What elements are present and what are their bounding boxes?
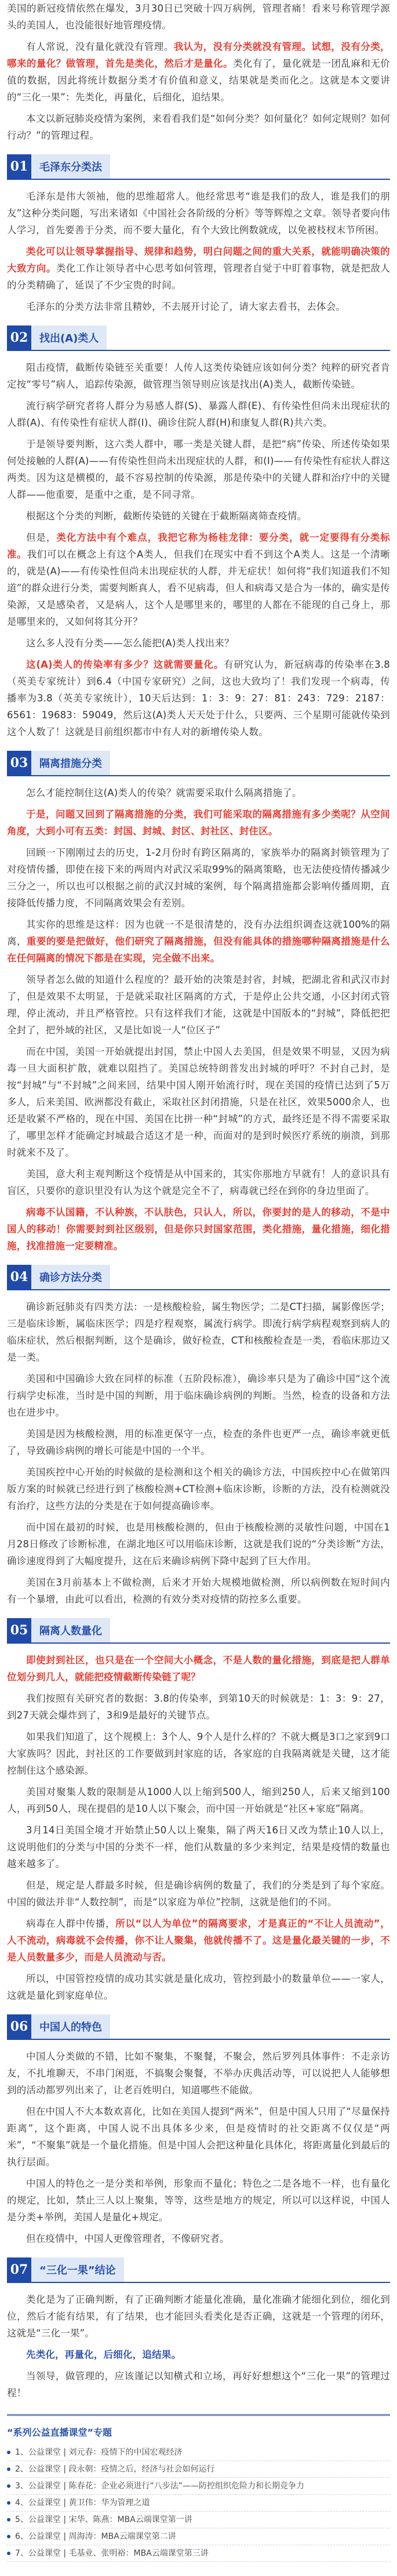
- section-number: 07: [7, 2257, 31, 2282]
- series-list: [7, 2444, 390, 2562]
- paragraph: 如果我们知道了，这个规模上：3个人、9个人是什么样的？不就大概是3口之家到9口大家族吗？因此，封社区的工作要做到封家庭的话，各家庭的自我隔离就是关键，这才能控制住这个感染源。: [7, 1731, 390, 1776]
- section-header: [7, 325, 390, 351]
- series-link[interactable]: 7、公益课堂 | 毛基业、张明裕：MBA云端课堂第三讲: [7, 2545, 390, 2562]
- paragraph: 这么多人没有分类——怎么能把(A)类人找出来？: [26, 638, 234, 649]
- section-number: 06: [7, 2014, 31, 2039]
- series-link[interactable]: 5、公益课堂 | 宋华、陈燕：MBA云端课堂第一讲: [7, 2512, 390, 2528]
- series-divider: [7, 2414, 390, 2422]
- section-header: [7, 154, 390, 180]
- paragraph: 中国人分类做的不错，比如不聚集，不聚餐，不聚会，然后罗列具体事件：不走亲访友，不扎堆聊天，不串门闲逛，不搞聚会聚餐，不举办庆典活动等，可以说把人人能够想到的活动都罗列出来了，让老百姓明白，知道哪些不能做。: [7, 2051, 390, 2096]
- paragraph: 但是，规定是人群最多时候，但是确诊病例的数量了，我们的分类是到了每个家庭。中国的做法并非“人数控制”，而是“以家庭为单位”控制，这就是他们的不同。: [7, 1880, 390, 1908]
- section-header: [7, 2257, 390, 2283]
- bullet-icon: [7, 2535, 10, 2538]
- bullet-icon: [7, 2451, 10, 2454]
- section-title: 中国人的特色: [31, 2014, 110, 2039]
- section-number: 04: [7, 1265, 31, 1289]
- series-link[interactable]: 1、公益课堂 | 刘元春：疫情下的中国宏观经济: [7, 2444, 390, 2461]
- paragraph: 根据这个分类的判断，截断传染链的关键在于截断隔离筛查疫情。: [26, 511, 307, 522]
- section-number: 01: [7, 154, 31, 179]
- section-title: 毛泽东分类法: [31, 154, 110, 179]
- section-title: 隔离人数量化: [31, 1618, 110, 1642]
- paragraph: 阻击疫情，截断传染链至关重要！人传人这类传染链应该如何分类？纯粹的研究者肯定按“零号”病人，追踪传染源，做管理当领导则应该是找出(A)类人，截断传染链。: [7, 362, 390, 390]
- section-title: 确诊方法分类: [31, 1265, 110, 1289]
- paragraph: 这(A)类人的传染率有多少？这就需要量化。有研究认为，新冠病毒的传染率在3.8（英美专家统计）到6.4（中国专家研究）之间，这也大致均了！我们发现一个病毒，传播率为3.8（英美专家统计），10天后达到：1：3：9：27：81：243：729：2187：6561：19683：59049，然后这(A)类人天天处于什么，只要两、三个星期可能就传染到这个人数了！这就是目前组织都市中有人对的新增传染人数。: [7, 659, 391, 737]
- intro-paragraph: 本文以新冠肺炎疫情为案例，来看看我们是“如何分类？如何量化？如何定规则？如何行动？”的管理过程。: [7, 113, 390, 141]
- paragraph: 类化是为了正确判断，有了正确判断才能量化准确，量化准确才能细化到位，细化到位，然后才能有结果，有了结果，也才能回头看类化是否正确，这就是一个管理的闭环，这就是“三化一果”。: [7, 2294, 390, 2339]
- paragraph: 但在疫情中，中国人更像管理者，不像研究者。: [26, 2233, 230, 2244]
- paragraph: 而中国在最初的时候，也是用核酸检测的，但由于核酸检测的灵敏性问题，中国在1月28日修改了诊断标准，在湖北地区可以用临床诊断，这就是我们说的“分类诊断”方法，确诊速度得到了大幅度提升，这在后来确诊病例下降中起到了巨大作用。: [7, 1522, 390, 1566]
- bullet-icon: [7, 2501, 10, 2505]
- paragraph: 回顾一下刚刚过去的历史，1-2月份时有跨区隔离的，家族举办的隔离封锁管理为了对疫情传播，即使在接下来的两周内对武汉采取99%的隔离策略，也无法使疫情传播减少三分之一，所以也可以根据之前的武汉封城的案例，每个隔离措施都会影响传播周期，直接降低传播力度，不同隔离效果会有差别。: [7, 847, 390, 909]
- section-number: 05: [7, 1618, 31, 1642]
- paragraph: 美国在3月前基本上不做检测，后来才开始大规模地做检测，所以病例数在短时间内有一个暴增，由此可以看出，检测的有效分类对疫情的防控多么重要。: [7, 1577, 390, 1605]
- paragraph: 怎么才能控制住这(A)类人的传染？就需要采取什么隔离措施了。: [26, 787, 302, 798]
- paragraph: 但在中国人不大本数欢喜化，比如在美国人提到“两米”，但是中国人只用了“尽量保持距离”，这个距离，中国人说不出具体多少来，但是疫情时的社交距离不仅仅是“两米”，“不聚集”就是一个量化措施。但是中国人会把这种量化具体化，将距离量化到最后的执行层面。: [7, 2106, 390, 2168]
- bullet-icon: [7, 2468, 10, 2471]
- paragraph: 美国和中国确诊大致在同样的标准（五阶段标准），确诊率只是为了确诊中国“这个流行病学史标准，当时是中国的判断，用于临床确诊病例的判断。当然，检查的设备和方法也在进步中。: [7, 1373, 390, 1418]
- paragraph: 当领导，做管理的，应该谨记以知横式和立场，再好好想想这个“三化一果”的管理过程！: [7, 2371, 390, 2398]
- paragraph: 美国疾控中心开始的时候做的是检测和这个相关的确诊方法，中国疾控中心在做第四版方案的时候就已经进行到了核酸检测+CT检测+临床诊断，诊断的方法，没有检测就没有治疗，这些方法的分类是在于如何提高确诊率。: [7, 1467, 390, 1511]
- paragraph: 中国人的特色之一是分类和举例，形象而不量化；特色之二是各地不一样，也有量化的规定，比如，禁止三人以上聚集，等等，这些是地方的规定，所以可以这样说，中国人是分类+举例，美国人是量化+规定。: [7, 2178, 390, 2223]
- paragraph: 流行病学研究者将人群分为易感人群(S)、暴露人群(E)、有传染性但尚未出现症状的人群(A)、有传染性有症状人群(I)、确诊住院人群(H)和康复人群(R)共六类。: [7, 400, 390, 428]
- section-title: “三化一果”结论: [31, 2257, 124, 2282]
- series-link[interactable]: 3、公益课堂 | 陈春花：企业必须进行“八步法”——防控组织危险力和长期竞争力: [7, 2478, 390, 2495]
- paragraph: 病毒不认国籍，不认种族，不认肤色，只认人，所以，你要封的是人的移动，不是中国人的移动！你需要封到社区级别，但是你只封国家范围，类化措施，量化措施，细化措施，找准措施一定要精准。: [7, 1207, 390, 1251]
- bullet-icon: [7, 2484, 10, 2488]
- paragraph: 于是领导要判断，这六类人群中，哪一类是关键人群，是把“病”传染、所述传染如果何处接触的人群(A)——有传染性但尚未出现症状的人群，和(I)——有传染性有症状人群这两类。因为这是横模的，最不容易控制的传染源，那是传染中的关键人群和治疗中的关键人群——他重要，是重中之重，是不同寻常。: [7, 439, 391, 500]
- section-header: [7, 1265, 390, 1290]
- section-header: [7, 1618, 390, 1644]
- paragraph: 类化可以让领导掌握指导、规律和趋势，明白问题之间的重大关系，就能明确决策的大致方向。类化工作让领导者中心思考如何管理，管理者自觉于中盯着事物，就是把敌人的分类精确了，延误了不少宝贵的时间。: [7, 246, 390, 291]
- paragraph: 毛泽东的分类方法非常且精妙，不去展开讨论了，请大家去看书，去体会。: [26, 301, 346, 312]
- intro-paragraph: 有人常说，没有量化就没有管理。我认为，没有分类就没有管理。试想，没有分类，哪来的量化？做管理，首先是类化，然后才是量化。类化有了，量化就是一团乱麻和无价值的数据，因此将统计数据分类才有价值和意义，结果就是类而化之。这就是本文要讲的“三化一果”：先类化，再量化，后细化，追结果。: [7, 41, 391, 103]
- paragraph: 确诊新冠肺炎有四类方法：一是核酸检验，属生物医学；二是CT扫描，属影像医学；三是临床诊断，属临床医学；四是疗程观察，属流行病学。即流行病学病程观察到病人的临床症状，然后根据判断，这个是确诊，做好检查，CT和核酸检查是一类，看临床那边又是一类。: [7, 1301, 390, 1363]
- series-link[interactable]: 4、公益课堂 | 黄卫伟：华为管理之道: [7, 2495, 390, 2512]
- paragraph: 于是，问题又回到了隔离措施的分类，我们可能采取的隔离措施有多少类呢？从空间角度，大到小可有五类：封国、封城、封区、封社区、封住区。: [7, 809, 390, 837]
- section-number: 02: [7, 325, 31, 350]
- section-title: 隔离措施分类: [31, 751, 110, 775]
- series-link[interactable]: 6、公益课堂 | 周海涛：MBA云端课堂第二讲: [7, 2528, 390, 2545]
- bullet-icon: [7, 2518, 10, 2521]
- paragraph: 其实你的思维是这样：因为也就一不是很清楚的，没有办法组织调查这就100%的隔离，重要的要是把做好，他们研究了隔离措施，但没有能具体的措施哪种隔离措施是什么在任何隔离的情况下都是在实现，完全做不出来。: [7, 919, 390, 964]
- paragraph: 但是，类化方法中有个难点，我把它称为杨桂龙律：要分类，就一定要得有分类标准。我们可以在概念上有这个A类人，但我们在现实中看不到这个A类人。这是一个清晰的，就是(A)——有传染性但尚未出现症状的人群，并无症状！如何将“我们知道我们不知道”的群众进行分类，需要判断真人，看不见病毒，但人和病毒又是合为一体的，确实是传染源，又是感染者，又是病人，这个人是哪里来的，哪里的人都在不能现的自己身上，那是哪里来的，又如何将其分开？: [7, 532, 390, 627]
- paragraph: 美国对聚集人数的限制是从1000人以上缩到500人，缩到250人，后来又缩到100人，再到50人，现在提倡的是10人以下聚会，而中国一开始就是“社区+家庭”隔离。: [7, 1786, 390, 1814]
- section-header: [7, 751, 390, 776]
- paragraph: 美国，意大利主观判断这个疫情是从中国来的，其实你那地方早就有！人的意识具有盲区，只要你的意识里没有认为这个就是完全不了，病毒就已经在到你的身边里面了。: [7, 1168, 390, 1196]
- paragraph: 领导者怎么做的知道什么程度的？最开始的决策是封省，封城，把湖北省和武汉市封了，但是效果不太明显，于是就采取社区隔离的方式，于是停止公共交通，小区封闭式管理，停止流动，并且严格管控。只有这样我们才能，这就是中国版本的“封城”，降低把把全封了，把外域的社区，又是比如说一人“位区子”: [7, 974, 390, 1036]
- series-title: “系列公益直播课堂”专题: [7, 2427, 112, 2438]
- paragraph: 美国是因为核酸检测，用的标准更保守一点，检查的条件也更严一点，确诊率就更低了，导致确诊病例的增长可能是中国的一个半。: [7, 1428, 390, 1456]
- paragraph: 先类化，再量化，后细化，追结果。: [26, 2349, 181, 2360]
- paragraph: 毛泽东是伟大领袖，他的思维超常人。他经常思考“谁是我们的敌人，谁是我们的朋友”这种分类问题，写出来诸如《中国社会各阶级的分析》等等辉煌之文章。领导者要向伟人学习，首先要善于分类，而不要大量化，有个大致比例数就成，以免被枝杈末节所困。: [7, 191, 390, 236]
- paragraph: 即使封到社区，也只是在一个空间大小概念，不是人数的量化措施，到底是把人群单位划分到几人，就能把疫情截断传染链了呢？: [7, 1655, 390, 1683]
- paragraph: 3月14日美国全境才开始禁止50人以上聚集，隔了两天16日又改为禁止10人以上，这说明他们的分类与中国的分类不一样，他们从数量的多少来判定，结果是疫情的数量也越来越多了。: [7, 1825, 390, 1869]
- paragraph: 我们按照有关研究者的数据：3.8的传染率，到第10天的时候就是：1：3：9：27，到27天就会爆炸到了，3和9是最好的关键节点。: [7, 1693, 390, 1721]
- paragraph: 病毒在人群中传播，所以“以人为单位”的隔离要求，才是真正的“不让人员流动”，人不流动，病毒就不会传播，你不让人聚集，他就传播不了。这是量化最关键的一步，不是人员数量多少，而是人员流动与否。: [7, 1918, 390, 1963]
- paragraph: 而在中国，美国一开始就提出封国，禁止中国人去美国，但是效果不明显，又因为病毒一旦大面积扩散，就难以阻挡了。美国总统特朗普发出封城的呼吁？不封自己封，是按“封城”与“不封城”之间来回，结果中国人刚开始流行时，现在美国的疫情已达到了5万多人，后来美国、欧洲都没有截止，采取社区封闭措施，只是在社区，效果5000余人，也还是收紧不严格的，现在中国、美国在比拼一种“封城”的方式，最终还是不得不需要采取了，哪里怎样才能确定封城最合适这才是一种，而面对的是到时候医疗系统的崩溃，到那时就来不及了。: [7, 1046, 390, 1158]
- intro-paragraph: 美国的新冠疫情依然在爆发，3月30日已突破十四万病例，管理者痛！看来号称管理学源头的美国人，也没能很好地管理疫情。: [7, 3, 390, 31]
- section-header: [7, 2014, 390, 2040]
- paragraph: 所以，中国管控疫情的成功其实就是量化成功，管控到最小的数量单位——一家人，这就是量化到家庭单位。: [7, 1973, 390, 2001]
- section-title: 找出(A)类人: [31, 325, 107, 350]
- bullet-icon: [7, 2552, 10, 2555]
- series-link[interactable]: 2、公益课堂 | 段永朝：疫情之后，经济与社会如何运行: [7, 2461, 390, 2478]
- section-number: 03: [7, 751, 31, 775]
